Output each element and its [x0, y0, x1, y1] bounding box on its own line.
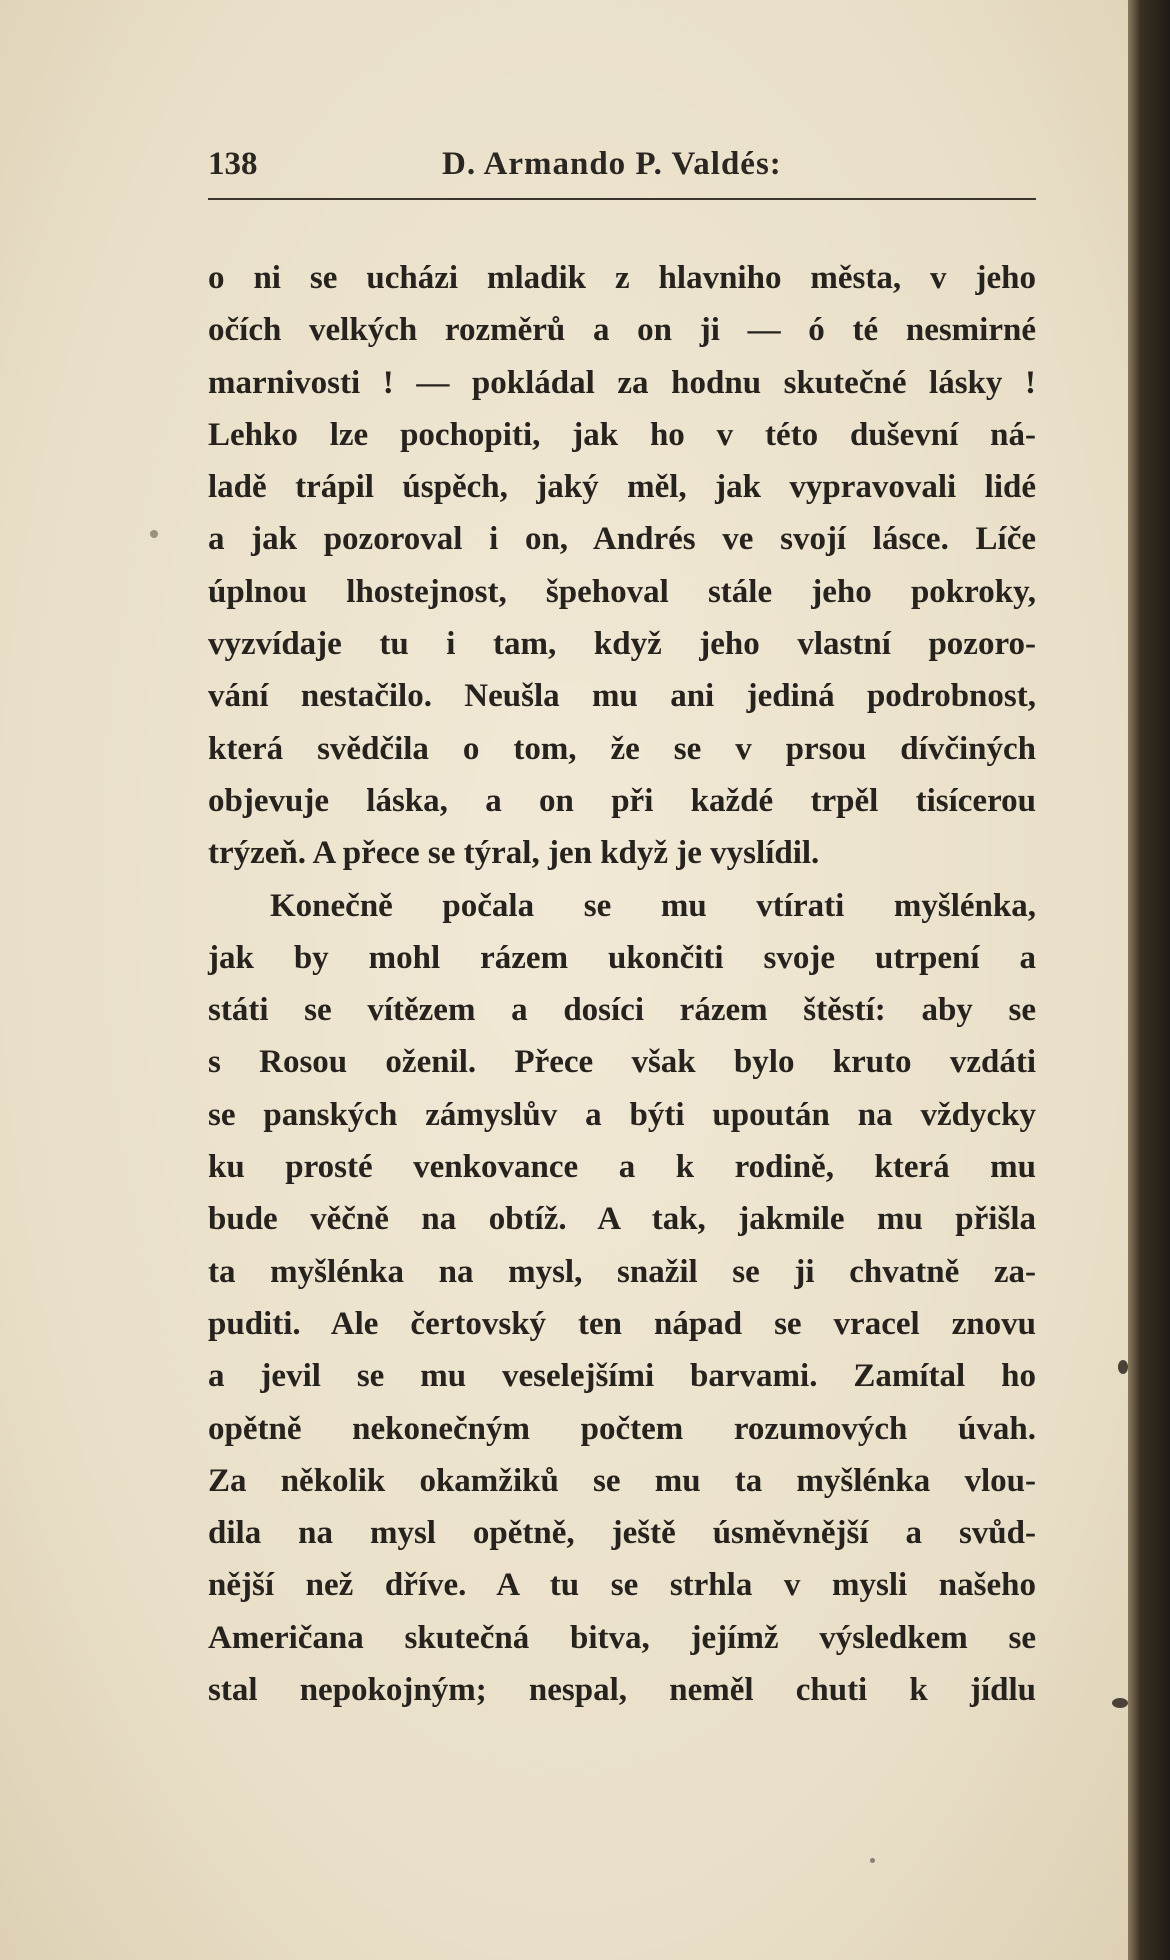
- text-line: ta myšlénka na mysl, snažil se ji chvatně za-: [208, 1253, 1036, 1290]
- text-line: která svědčila o tom, že se v prsou dívčiných: [208, 730, 1036, 767]
- text-line: nější než dříve. A tu se strhla v mysli našeho: [208, 1567, 1036, 1604]
- page-number: 138: [208, 146, 258, 182]
- ink-speck: [1118, 1360, 1128, 1374]
- text-line: trýzeň. A přece se týral, jen když je vyslídil.: [208, 835, 820, 872]
- paragraph-first-line: Konečně počala se mu vtírati myšlénka,: [270, 887, 1036, 924]
- text-line: bude věčně na obtíž. A tak, jakmile mu přišla: [208, 1201, 1036, 1238]
- text-line: očích velkých rozměrů a on ji — ó té nesmirné: [208, 312, 1036, 349]
- text-line: vání nestačilo. Neušla mu ani jediná podrobnost,: [208, 678, 1036, 715]
- text-line: ku prosté venkovance a k rodině, která mu: [208, 1149, 1036, 1186]
- ink-speck: [1112, 1698, 1128, 1708]
- text-line: stal nepokojným; nespal, neměl chuti k jídlu: [208, 1672, 1036, 1709]
- text-line: Lehko lze pochopiti, jak ho v této duševní ná-: [208, 416, 1036, 453]
- body-text: [208, 252, 1036, 1716]
- text-line: úplnou lhostejnost, špehoval stále jeho pokroky,: [208, 573, 1036, 610]
- text-line: státi se vítězem a dosíci rázem štěstí: aby se: [208, 992, 1036, 1029]
- text-line: jak by mohl rázem ukončiti svoje utrpení a: [208, 939, 1036, 976]
- text-line: objevuje láska, a on při každé trpěl tisícerou: [208, 782, 1036, 819]
- book-spine-edge: [1128, 0, 1170, 1960]
- ink-speck: [150, 530, 158, 538]
- text-line: a jevil se mu veselejšími barvami. Zamítal ho: [208, 1358, 1036, 1395]
- page-header: [208, 142, 1036, 200]
- text-line: opětně nekonečným počtem rozumových úvah.: [208, 1410, 1036, 1447]
- text-line: s Rosou oženil. Přece však bylo kruto vzdáti: [208, 1044, 1036, 1081]
- text-line: vyzvídaje tu i tam, když jeho vlastní pozoro-: [208, 626, 1036, 663]
- text-line: a jak pozoroval i on, Andrés ve svojí lásce. Líče: [208, 521, 1036, 558]
- text-line: marnivosti ! — pokládal za hodnu skutečné lásky !: [208, 364, 1036, 401]
- text-line: dila na mysl opětně, ještě úsměvnější a svůd-: [208, 1515, 1036, 1552]
- text-line: Američana skutečná bitva, jejímž výsledkem se: [208, 1619, 1036, 1656]
- text-line: se panských zámyslův a býti upoután na vždycky: [208, 1096, 1036, 1133]
- text-line: ladě trápil úspěch, jaký měl, jak vypravovali lidé: [208, 469, 1036, 506]
- text-line: o ni se ucházi mladik z hlavniho města, v jeho: [208, 260, 1036, 296]
- text-line: Za několik okamžiků se mu ta myšlénka vlou-: [208, 1462, 1036, 1499]
- running-head: D. Armando P. Valdés:: [442, 146, 782, 182]
- text-line: puditi. Ale čertovský ten nápad se vracel znovu: [208, 1305, 1036, 1342]
- ink-speck: [870, 1858, 875, 1863]
